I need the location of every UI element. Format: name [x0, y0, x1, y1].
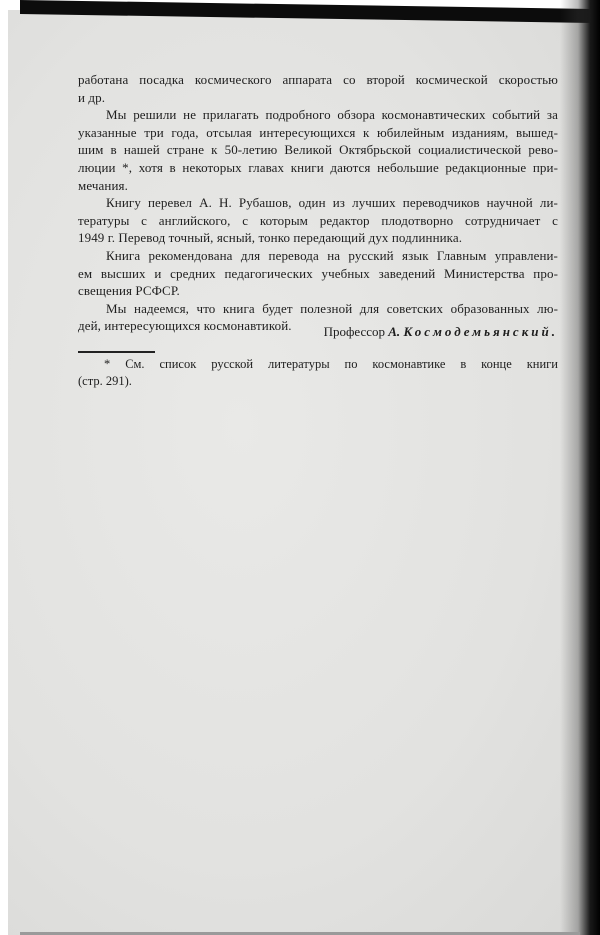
text-line: Книга рекомендована для перевода на русский язык Главным управлени- — [106, 247, 558, 263]
footnote-rule — [78, 351, 155, 353]
paragraph-continuation — [78, 71, 558, 106]
text-line: указанные три года, отсылая интересующихся к юбилейным изданиям, вышед- — [78, 124, 558, 140]
text-line: тературы с английского, с которым редактор плодотворно сотрудничает с — [78, 212, 558, 228]
text-line: работана посадка космического аппарата со второй космической скоростью — [78, 72, 558, 87]
text-line: 1949 г. Перевод точный, ясный, тонко передающий дух подлинника. — [78, 230, 463, 246]
text-line: Мы решили не прилагать подробного обзора космонавтических событий за — [106, 107, 558, 123]
text-line: ем высших и средних педагогических учебных заведений Министерства про- — [78, 265, 558, 281]
paragraph-overview — [78, 106, 558, 194]
text-line: свещения РСФСР. — [78, 283, 180, 299]
body-text — [78, 71, 558, 335]
signature-initial: А. — [388, 324, 401, 339]
footnote-line: (стр. 291). — [78, 374, 132, 388]
text-line: люции *, хотя в некоторых главах книги даются небольшие редакционные при- — [78, 159, 558, 175]
text-line: дей, интересующихся космонавтикой. — [78, 318, 292, 334]
scan-right-shadow — [560, 0, 600, 935]
paragraph-translator — [78, 194, 558, 247]
text-line: шим в нашей стране к 50-летию Великой Октябрьской социалистической рево- — [78, 142, 558, 158]
footnote — [78, 356, 558, 390]
signature-surname: Космодемьянский. — [403, 324, 558, 339]
text-line: и др. — [78, 89, 106, 105]
text-line: мечания. — [78, 177, 128, 193]
signature — [324, 324, 558, 340]
text-line: Мы надеемся, что книга будет полезной для советских образованных лю- — [106, 300, 558, 316]
signature-title: Профессор — [323, 324, 386, 339]
paragraph-recommendation — [78, 247, 558, 300]
footnote-line: * См. список русской литературы по космонавтике в конце книги — [104, 357, 558, 371]
text-line: Книгу перевел А. Н. Рубашов, один из лучших переводчиков научной ли- — [106, 195, 558, 211]
